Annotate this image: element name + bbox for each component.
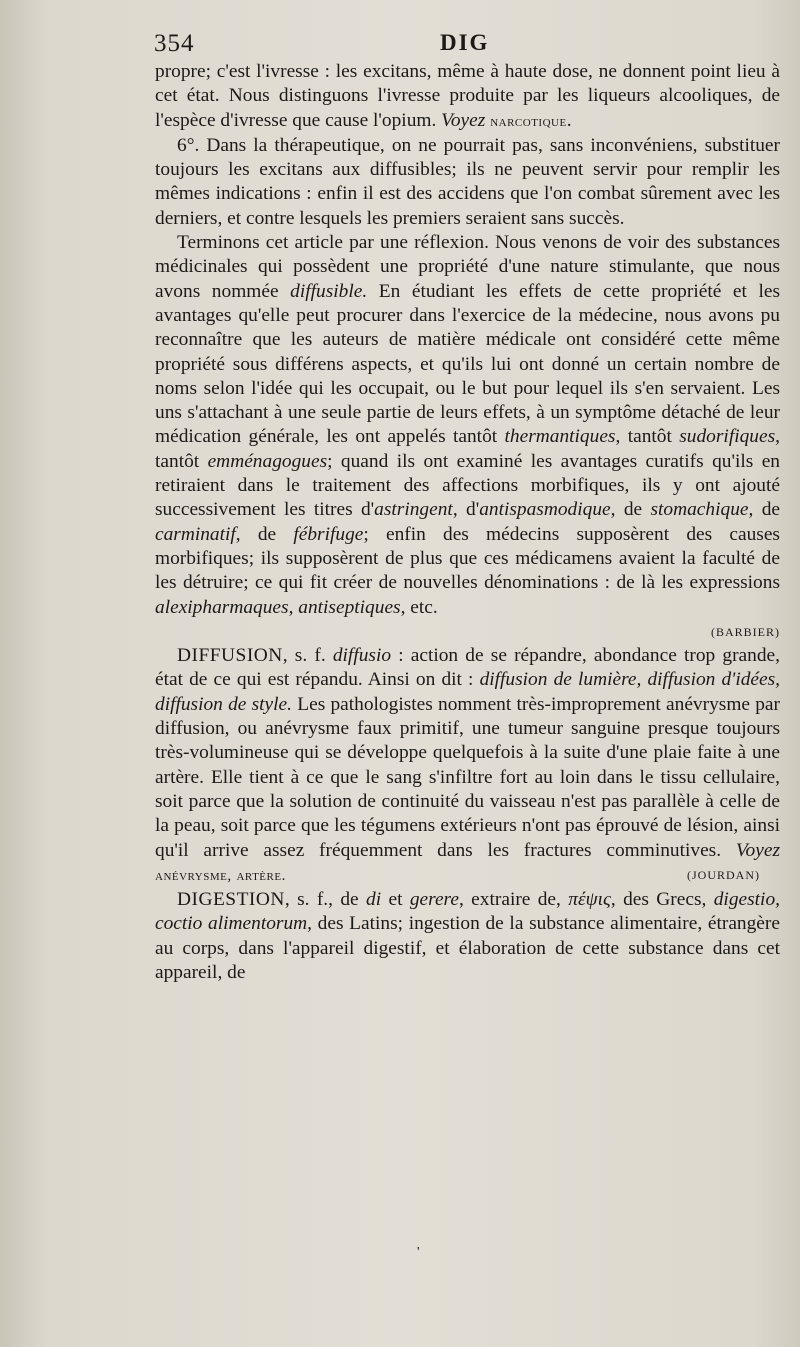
cross-reference: artère. — [236, 867, 286, 884]
page-number: 354 — [154, 30, 195, 57]
paragraph-ivresse: propre; c'est l'ivresse : les excitans, même à haute dose, ne donnent point lieu à cet état. Nous distinguons l'ivresse produite par les liqueurs alcooliques, de l'espèce d'ivresse que cause l'opium. Voyez narcotique. — [155, 61, 780, 131]
author-signature-barbier: (BARBIER) — [711, 624, 780, 639]
entry-diffusion: DIFFUSION, s. f. diffusio : action de se répandre, abondance trop grande, état de ce qui est répandu. Ainsi on dit : diffusion de lumière, diffusion d'idées, diffusion de style. Les pathologistes nomment très-improprement anévrysme par diffusion, ou anévrysme faux primitif, une tumeur sanguine presque toujours très-volumineuse qui se développe quelquefois à la suite d'une plaie faite à une artère. Elle tient à ce que le sang s'infiltre fort au loin dans le tissu cellulaire, soit parce que la solution de continuité du vaisseau n'est pas parallèle à celle de la peau, soit parce que les tégumens extérieurs n'ont pas éprouvé de lésion, ainsi qu'il arrive assez fréquemment dans les fractures comminutives. Voyez anévrysme, artère. (JOURDAN) — [155, 644, 780, 888]
stray-ink-mark: ' — [417, 1245, 420, 1260]
headword-diffusion: DIFFUSION — [177, 645, 283, 667]
cross-reference: anévrysme, — [155, 867, 232, 884]
body-text — [155, 60, 780, 985]
author-signature-jourdan: (JOURDAN) — [687, 867, 760, 882]
paragraph-therapeutique: 6°. Dans la thérapeutique, on ne pourrait pas, sans inconvéniens, substituer toujours les excitans aux diffusibles; ils ne peuvent servir pour remplir les mêmes indications : enfin il est des accidens que l'on combat sûrement avec les derniers, et contre lesquels les premiers seraient sans succès. — [155, 134, 780, 229]
running-head: DIG — [440, 30, 490, 55]
headword-digestion: DIGESTION — [177, 889, 285, 911]
entry-digestion: DIGESTION, s. f., de di et gerere, extraire de, πέψις, des Grecs, digestio, coctio alimentorum, des Latins; ingestion de la substance alimentaire, étrangère au corps, dans l'appareil digestif, et élaboration de cette substance dans cet appareil, de — [155, 889, 780, 983]
greek-word: πέψις — [568, 889, 611, 911]
page-header — [150, 30, 780, 64]
paragraph-reflexion: Terminons cet article par une réflexion. Nous venons de voir des substances médicinales qui possèdent une propriété d'une nature stimulante, que nous avons nommée diffusible. En étudiant les effets de cette propriété et les avantages qu'elle peut procurer dans l'exercice de la médecine, nous avons pu reconnaître que les auteurs de matière médicale ont considéré cette même propriété sous différens aspects, et qu'ils lui ont donné un certain nombre de noms selon l'idée qui les occupait, ou le but pour lequel ils s'en servaient. Les uns s'attachant à une seule partie de leurs effets, à un symptôme détaché de leur médication générale, les ont appelés tantôt thermantiques, tantôt sudorifiques, tantôt emménagogues; quand ils ont examiné les avantages curatifs qu'ils en retiraient dans le traitement des affections morbifiques, ils y ont ajouté successivement les titres d'astringent, d'antispasmodique, de stomachique, de carminatif, de fébrifuge; enfin des médecins supposèrent des causes morbifiques; ils supposèrent de plus que ces médicamens avaient la faculté de les détruire; ce qui fit créer de nouvelles dénominations : de là les expressions alexipharmaques, antiseptiques, etc. — [155, 232, 780, 618]
cross-reference: narcotique — [490, 113, 567, 130]
